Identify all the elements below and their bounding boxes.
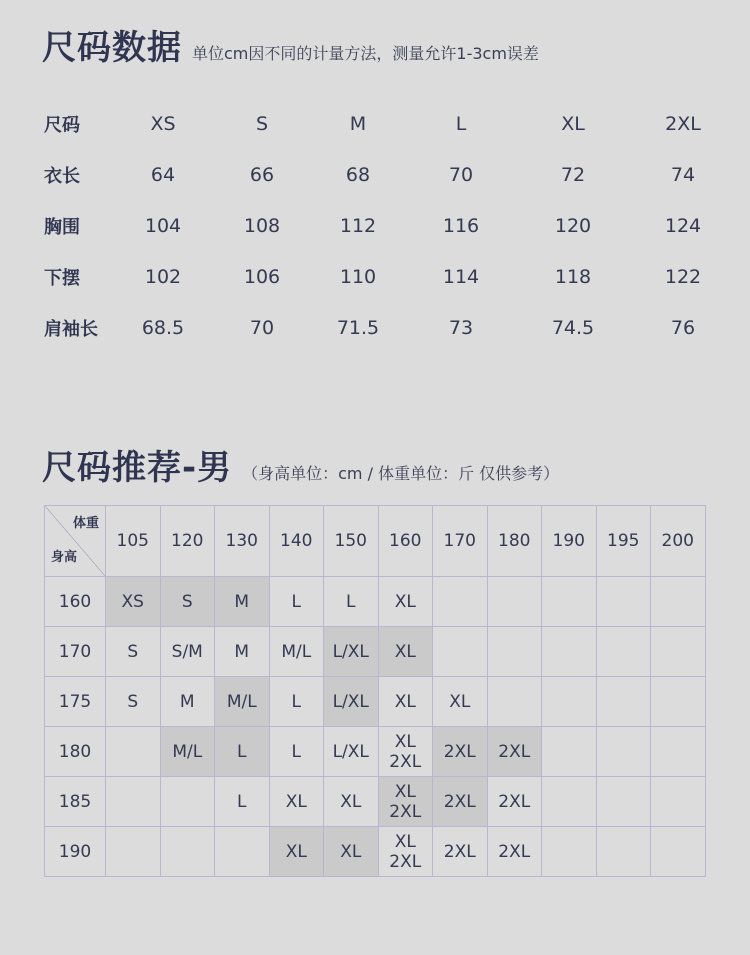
recommend-cell: XL <box>378 577 433 627</box>
size-header-row <box>44 98 724 149</box>
recommend-cell: M/L <box>160 727 215 777</box>
size-cell: XL <box>561 112 585 135</box>
recommend-cell <box>651 827 706 877</box>
recommend-cell: 2XL <box>433 827 488 877</box>
recommend-cell: L <box>269 727 324 777</box>
size-cell: 74.5 <box>551 316 595 339</box>
recommend-cell: XL <box>378 677 433 727</box>
recommend-cell <box>487 627 542 677</box>
row-label: 肩袖长 <box>44 318 98 340</box>
size-cell: 2XL <box>665 112 701 135</box>
recommend-cell: M/L <box>269 627 324 677</box>
size-recommend-header <box>42 440 559 489</box>
size-data-subtitle: 单位cm因不同的计量方法，测量允许1-3cm误差 <box>192 44 539 63</box>
recommend-cell <box>596 627 651 677</box>
recommend-cell: XL 2XL <box>378 727 433 777</box>
size-data-table <box>44 98 724 353</box>
recommend-cell <box>106 827 161 877</box>
weight-header-cell: 140 <box>269 506 324 577</box>
recommend-cell <box>651 677 706 727</box>
size-cell: 102 <box>144 265 182 288</box>
height-header-cell: 175 <box>45 677 106 727</box>
recommend-cell: XS <box>106 577 161 627</box>
size-cell: 114 <box>442 265 480 288</box>
height-header-cell: 180 <box>45 727 106 777</box>
recommend-cell: M <box>160 677 215 727</box>
height-row <box>45 727 706 777</box>
size-cell: 104 <box>144 214 182 237</box>
recommend-cell <box>596 577 651 627</box>
weight-axis-label: 体重 <box>72 516 99 531</box>
recommend-cell <box>542 627 597 677</box>
height-header-cell: 160 <box>45 577 106 627</box>
recommend-cell <box>651 727 706 777</box>
recommend-cell <box>215 827 270 877</box>
height-row <box>45 627 706 677</box>
height-header-cell: 185 <box>45 777 106 827</box>
weight-header-cell: 150 <box>324 506 379 577</box>
weight-header-cell: 160 <box>378 506 433 577</box>
height-row <box>45 827 706 877</box>
corner-cell <box>45 506 106 577</box>
recommend-cell <box>542 677 597 727</box>
recommend-cell: XL <box>433 677 488 727</box>
recommend-cell: L <box>215 727 270 777</box>
weight-header-cell: 120 <box>160 506 215 577</box>
recommend-cell <box>487 677 542 727</box>
recommend-cell: M <box>215 627 270 677</box>
recommend-cell <box>542 727 597 777</box>
size-cell: 71.5 <box>336 316 380 339</box>
recommend-cell <box>106 777 161 827</box>
size-cell: XS <box>150 112 176 135</box>
recommend-cell <box>433 627 488 677</box>
size-row <box>44 251 724 302</box>
recommend-cell <box>596 827 651 877</box>
weight-header-cell: 195 <box>596 506 651 577</box>
recommend-cell: 2XL <box>487 827 542 877</box>
height-header-cell: 170 <box>45 627 106 677</box>
row-label: 下摆 <box>44 267 80 289</box>
recommend-cell: L <box>215 777 270 827</box>
height-row <box>45 577 706 627</box>
recommend-cell: XL <box>269 777 324 827</box>
weight-header-row <box>45 506 706 577</box>
recommend-cell <box>596 777 651 827</box>
recommend-cell: L <box>269 677 324 727</box>
size-data-header <box>42 20 539 69</box>
recommend-cell: XL 2XL <box>378 777 433 827</box>
weight-header-cell: 190 <box>542 506 597 577</box>
recommend-cell <box>542 777 597 827</box>
row-label: 胸围 <box>44 216 80 238</box>
size-data-title: 尺码数据 <box>42 28 182 68</box>
recommend-cell: XL <box>378 627 433 677</box>
weight-header-cell: 200 <box>651 506 706 577</box>
weight-header-cell: 130 <box>215 506 270 577</box>
recommend-cell: XL 2XL <box>378 827 433 877</box>
weight-header-cell: 105 <box>106 506 161 577</box>
recommend-cell: L/XL <box>324 727 379 777</box>
recommend-cell: XL <box>269 827 324 877</box>
recommend-cell <box>651 627 706 677</box>
size-cell: 112 <box>339 214 377 237</box>
size-row <box>44 200 724 251</box>
recommend-cell: L <box>324 577 379 627</box>
weight-header-cell: 180 <box>487 506 542 577</box>
size-row <box>44 149 724 200</box>
size-cell: 64 <box>150 163 176 186</box>
recommend-cell: L/XL <box>324 677 379 727</box>
height-row <box>45 777 706 827</box>
recommend-cell <box>487 577 542 627</box>
size-cell: 118 <box>554 265 592 288</box>
size-cell: 70 <box>448 163 474 186</box>
size-cell: M <box>349 112 367 135</box>
row-label: 尺码 <box>44 114 80 136</box>
recommend-cell: XL <box>324 827 379 877</box>
size-cell: 122 <box>664 265 702 288</box>
size-cell: 68.5 <box>141 316 185 339</box>
recommend-cell <box>542 577 597 627</box>
recommend-cell: L <box>269 577 324 627</box>
size-cell: 66 <box>249 163 275 186</box>
size-cell: 74 <box>670 163 696 186</box>
size-cell: 106 <box>243 265 281 288</box>
size-cell: 72 <box>560 163 586 186</box>
recommend-cell: L/XL <box>324 627 379 677</box>
recommend-cell <box>160 777 215 827</box>
recommend-cell: M <box>215 577 270 627</box>
weight-header-cell: 170 <box>433 506 488 577</box>
recommend-cell <box>596 727 651 777</box>
size-cell: 73 <box>448 316 474 339</box>
recommend-cell <box>596 677 651 727</box>
recommend-cell <box>160 827 215 877</box>
row-label: 衣长 <box>44 165 80 187</box>
height-axis-label: 身高 <box>51 550 78 565</box>
size-cell: 68 <box>345 163 371 186</box>
recommend-cell <box>433 577 488 627</box>
recommend-cell: S <box>106 627 161 677</box>
recommend-cell: S/M <box>160 627 215 677</box>
size-cell: L <box>455 112 467 135</box>
size-cell: 124 <box>664 214 702 237</box>
recommend-cell <box>651 777 706 827</box>
recommend-cell: 2XL <box>487 727 542 777</box>
size-cell: 76 <box>670 316 696 339</box>
size-recommend-subtitle: （身高单位：cm / 体重单位：斤 仅供参考） <box>242 464 560 483</box>
recommend-cell: M/L <box>215 677 270 727</box>
recommend-cell: XL <box>324 777 379 827</box>
size-cell: 116 <box>442 214 480 237</box>
recommend-cell <box>542 827 597 877</box>
size-cell: 120 <box>554 214 592 237</box>
recommend-cell: 2XL <box>487 777 542 827</box>
height-header-cell: 190 <box>45 827 106 877</box>
recommend-cell: 2XL <box>433 777 488 827</box>
size-recommend-title: 尺码推荐-男 <box>42 448 233 488</box>
size-cell: 110 <box>339 265 377 288</box>
size-cell: S <box>255 112 269 135</box>
recommend-cell <box>651 577 706 627</box>
size-cell: 70 <box>249 316 275 339</box>
recommend-cell <box>106 727 161 777</box>
recommend-cell: 2XL <box>433 727 488 777</box>
size-recommend-grid <box>44 505 706 877</box>
size-row <box>44 302 724 353</box>
recommend-cell: S <box>160 577 215 627</box>
recommend-cell: S <box>106 677 161 727</box>
height-row <box>45 677 706 727</box>
size-cell: 108 <box>243 214 281 237</box>
